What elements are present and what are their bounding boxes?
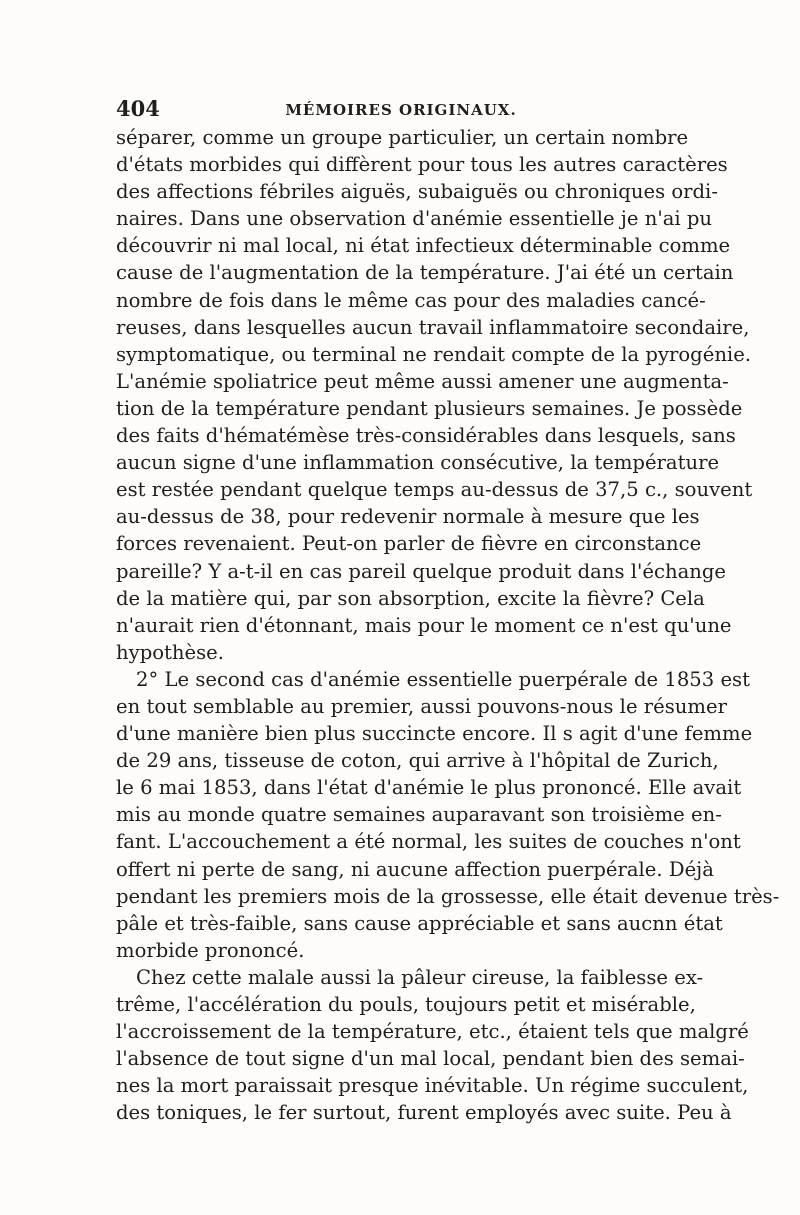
text-line: au-dessus de 38, pour redevenir normale à mesure que les	[116, 505, 700, 529]
text-line: naires. Dans une observation d'anémie essentielle je n'ai pu	[116, 207, 713, 231]
body-text	[116, 124, 780, 1126]
paragraph	[116, 964, 749, 1127]
text-line: pendant les premiers mois de la grossesse, elle était devenue très-	[116, 884, 780, 908]
text-line: morbide prononcé.	[116, 938, 305, 962]
text-line: d'une manière bien plus succincte encore. Il s agit d'une femme	[116, 722, 753, 746]
running-title: MÉMOIRES ORIGINAUX.	[285, 101, 517, 119]
text-line: le 6 mai 1853, dans l'état d'anémie le plus prononcé. Elle avait	[116, 776, 742, 800]
text-line: tion de la température pendant plusieurs semaines. Je possède	[116, 396, 743, 420]
text-line: nombre de fois dans le même cas pour des maladies cancé-	[116, 288, 706, 312]
text-line: des faits d'hématémèse très-considérables dans lesquels, sans	[116, 424, 736, 448]
page-number: 404	[116, 96, 160, 121]
text-line: forces revenaient. Peut-on parler de fièvre en circonstance	[116, 532, 702, 556]
paragraph	[116, 124, 753, 666]
text-line: Chez cette malale aussi la pâleur cireuse, la faiblesse ex-	[136, 965, 704, 989]
text-line: mis au monde quatre semaines auparavant son troisième en-	[116, 803, 722, 827]
text-line: de la matière qui, par son absorption, excite la fièvre? Cela	[116, 586, 705, 610]
page-header	[116, 96, 686, 126]
text-line: séparer, comme un groupe particulier, un certain nombre	[116, 126, 689, 149]
text-line: symptomatique, ou terminal ne rendait compte de la pyrogénie.	[116, 342, 752, 366]
text-line: l'accroissement de la température, etc., étaient tels que malgré	[116, 1020, 749, 1044]
text-line: l'absence de tout signe d'un mal local, pendant bien des semai-	[116, 1047, 745, 1071]
paragraph	[116, 666, 780, 964]
text-line: reuses, dans lesquelles aucun travail inflammatoire secondaire,	[116, 315, 750, 339]
text-line: pâle et très-faible, sans cause appréciable et sans aucnn état	[116, 911, 723, 935]
text-line: L'anémie spoliatrice peut même aussi amener une augmenta-	[116, 369, 729, 393]
text-line: nes la mort paraissait presque inévitable. Un régime succulent,	[116, 1074, 749, 1098]
text-line: est restée pendant quelque temps au-dessus de 37,5 c., souvent	[116, 478, 753, 502]
text-line: des affections fébriles aiguës, subaiguës ou chroniques ordi-	[116, 180, 718, 204]
text-line: aucun signe d'une inflammation consécutive, la température	[116, 451, 720, 475]
text-line: des toniques, le fer surtout, furent employés avec suite. Peu à	[116, 1101, 732, 1125]
text-line: de 29 ans, tisseuse de coton, qui arrive à l'hôpital de Zurich,	[116, 749, 719, 773]
text-line: offert ni perte de sang, ni aucune affection puerpérale. Déjà	[116, 857, 714, 881]
text-line: en tout semblable au premier, aussi pouvons-nous le résumer	[116, 694, 727, 718]
text-line: découvrir ni mal local, ni état infectieux déterminable comme	[116, 234, 731, 258]
text-line: fant. L'accouchement a été normal, les suites de couches n'ont	[116, 830, 741, 854]
text-line: hypothèse.	[116, 640, 224, 664]
text-line: d'états morbides qui diffèrent pour tous les autres caractères	[116, 153, 728, 177]
text-line: cause de l'augmentation de la température. J'ai été un certain	[116, 261, 734, 285]
text-line: trême, l'accélération du pouls, toujours petit et misérable,	[116, 993, 696, 1016]
text-line: 2° Le second cas d'anémie essentielle puerpérale de 1853 est	[136, 667, 750, 691]
text-line: n'aurait rien d'étonnant, mais pour le moment ce n'est qu'une	[116, 613, 732, 637]
text-line: pareille? Y a-t-il en cas pareil quelque produit dans l'échange	[116, 559, 727, 583]
